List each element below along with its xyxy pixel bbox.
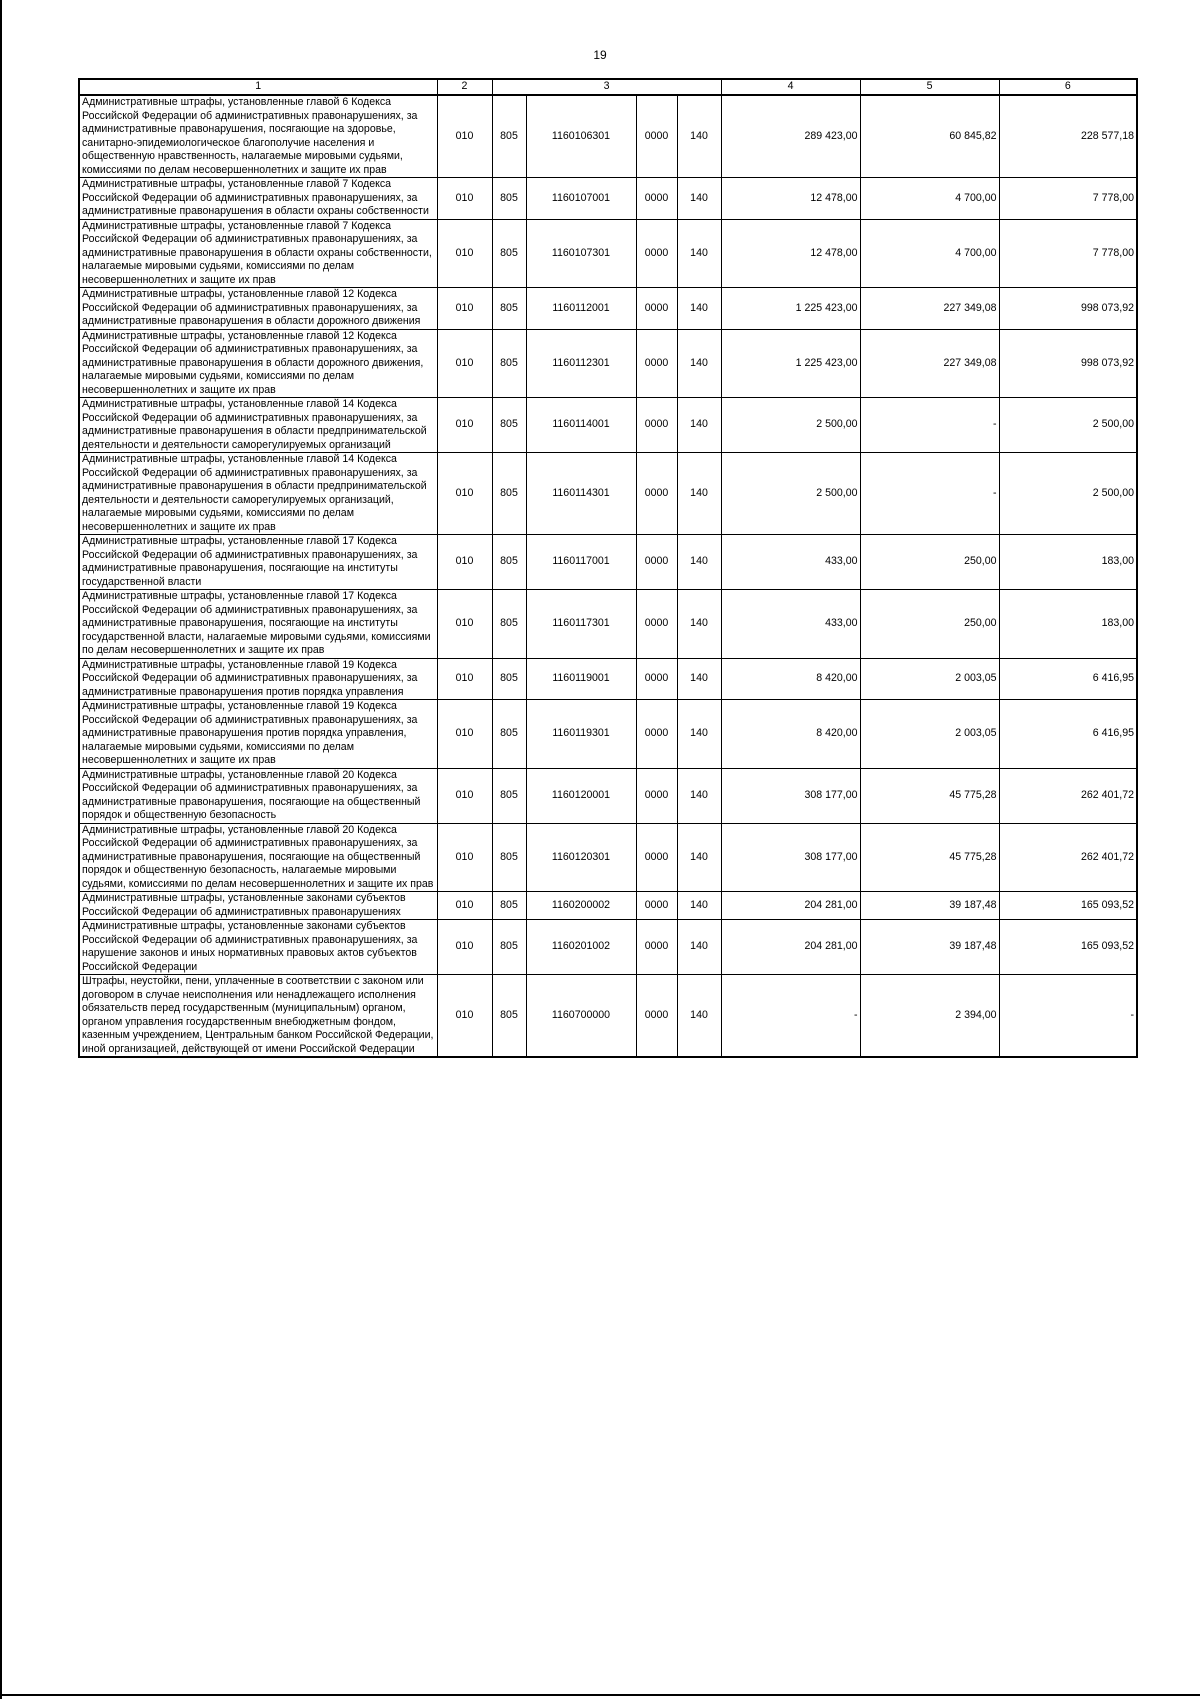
- table-row: [79, 95, 1137, 178]
- row-approved-amount-cell: 308 177,00: [721, 768, 860, 823]
- row-code-cell: 010: [437, 453, 492, 535]
- row-executed-amount-cell: 250,00: [860, 535, 999, 590]
- row-approved-amount-cell: 8 420,00: [721, 658, 860, 700]
- row-name-cell: Административные штрафы, установленные главой 12 Кодекса Российской Федерации об административных правонарушениях, за административные правонарушения в области дорожного движения: [79, 288, 437, 330]
- table-row: [79, 590, 1137, 659]
- bottom-border-line: [0, 1694, 1200, 1696]
- row-name-cell: Административные штрафы, установленные главой 7 Кодекса Российской Федерации об административных правонарушениях, за административные правонарушения в области охраны собственности: [79, 178, 437, 220]
- row-unexecuted-amount-cell: 183,00: [999, 535, 1137, 590]
- row-approved-amount-cell: 2 500,00: [721, 453, 860, 535]
- row-kbk-code-cell: 1160117001: [526, 535, 636, 590]
- row-program-code-cell: 0000: [636, 288, 677, 330]
- row-code-cell: 010: [437, 178, 492, 220]
- row-name-cell: Административные штрафы, установленные главой 12 Кодекса Российской Федерации об административных правонарушениях, за административные правонарушения в области дорожного движения, налагаемые мировыми судьями, комиссиями по делам несовершеннолетних и защите их прав: [79, 329, 437, 398]
- row-approved-amount-cell: 204 281,00: [721, 920, 860, 975]
- row-approved-amount-cell: 433,00: [721, 590, 860, 659]
- row-executed-amount-cell: -: [860, 453, 999, 535]
- table-row: [79, 219, 1137, 288]
- row-code-cell: 010: [437, 329, 492, 398]
- row-kbk-code-cell: 1160200002: [526, 892, 636, 920]
- row-admin-code-cell: 805: [492, 288, 526, 330]
- row-code-cell: 010: [437, 658, 492, 700]
- row-admin-code-cell: 805: [492, 329, 526, 398]
- row-approved-amount-cell: 12 478,00: [721, 178, 860, 220]
- row-admin-code-cell: 805: [492, 453, 526, 535]
- row-approved-amount-cell: 2 500,00: [721, 398, 860, 453]
- table-row: [79, 700, 1137, 769]
- row-kosgu-code-cell: 140: [677, 700, 721, 769]
- table-row: [79, 453, 1137, 535]
- row-admin-code-cell: 805: [492, 590, 526, 659]
- row-kosgu-code-cell: 140: [677, 535, 721, 590]
- row-approved-amount-cell: 12 478,00: [721, 219, 860, 288]
- row-executed-amount-cell: 227 349,08: [860, 288, 999, 330]
- budget-table: [78, 78, 1138, 1058]
- row-code-cell: 010: [437, 700, 492, 769]
- row-kbk-code-cell: 1160119301: [526, 700, 636, 769]
- column-header-4: 4: [721, 79, 860, 95]
- row-unexecuted-amount-cell: 7 778,00: [999, 178, 1137, 220]
- row-name-cell: Административные штрафы, установленные главой 20 Кодекса Российской Федерации об административных правонарушениях, за административные правонарушения, посягающие на общественный порядок и общественную безопасность: [79, 768, 437, 823]
- row-unexecuted-amount-cell: 998 073,92: [999, 329, 1137, 398]
- row-unexecuted-amount-cell: 262 401,72: [999, 768, 1137, 823]
- row-executed-amount-cell: 4 700,00: [860, 178, 999, 220]
- row-executed-amount-cell: 60 845,82: [860, 95, 999, 178]
- row-unexecuted-amount-cell: 2 500,00: [999, 398, 1137, 453]
- row-executed-amount-cell: -: [860, 398, 999, 453]
- left-border-line: [0, 0, 2, 1699]
- row-code-cell: 010: [437, 95, 492, 178]
- row-executed-amount-cell: 250,00: [860, 590, 999, 659]
- row-unexecuted-amount-cell: 6 416,95: [999, 700, 1137, 769]
- row-kosgu-code-cell: 140: [677, 658, 721, 700]
- row-executed-amount-cell: 39 187,48: [860, 892, 999, 920]
- row-kosgu-code-cell: 140: [677, 329, 721, 398]
- row-program-code-cell: 0000: [636, 219, 677, 288]
- row-program-code-cell: 0000: [636, 920, 677, 975]
- table-row: [79, 398, 1137, 453]
- row-executed-amount-cell: 4 700,00: [860, 219, 999, 288]
- row-approved-amount-cell: 433,00: [721, 535, 860, 590]
- row-admin-code-cell: 805: [492, 398, 526, 453]
- row-kosgu-code-cell: 140: [677, 178, 721, 220]
- row-approved-amount-cell: 204 281,00: [721, 892, 860, 920]
- row-name-cell: Административные штрафы, установленные главой 6 Кодекса Российской Федерации об административных правонарушениях, за административные правонарушения, посягающие на здоровье, санитарно-эпидемиологическое благополучие населения и общественную нравственность, налагаемые мировыми судьями, комиссиями по делам несовершеннолетних и защите их прав: [79, 95, 437, 178]
- row-unexecuted-amount-cell: 228 577,18: [999, 95, 1137, 178]
- row-kbk-code-cell: 1160106301: [526, 95, 636, 178]
- row-code-cell: 010: [437, 398, 492, 453]
- row-kosgu-code-cell: 140: [677, 219, 721, 288]
- row-kosgu-code-cell: 140: [677, 768, 721, 823]
- row-program-code-cell: 0000: [636, 892, 677, 920]
- row-approved-amount-cell: 1 225 423,00: [721, 329, 860, 398]
- row-program-code-cell: 0000: [636, 658, 677, 700]
- row-kosgu-code-cell: 140: [677, 95, 721, 178]
- row-name-cell: Административные штрафы, установленные главой 14 Кодекса Российской Федерации об административных правонарушениях, за административные правонарушения в области предпринимательской деятельности и деятельности саморегулируемых организаций, налагаемые мировыми судьями, комиссиями по делам несовершеннолетних и защите их прав: [79, 453, 437, 535]
- row-kbk-code-cell: 1160112301: [526, 329, 636, 398]
- row-code-cell: 010: [437, 535, 492, 590]
- row-name-cell: Административные штрафы, установленные главой 17 Кодекса Российской Федерации об административных правонарушениях, за административные правонарушения, посягающие на институты государственной власти, налагаемые мировыми судьями, комиссиями по делам несовершеннолетних и защите их прав: [79, 590, 437, 659]
- row-admin-code-cell: 805: [492, 975, 526, 1058]
- row-admin-code-cell: 805: [492, 700, 526, 769]
- row-admin-code-cell: 805: [492, 892, 526, 920]
- row-kbk-code-cell: 1160112001: [526, 288, 636, 330]
- row-admin-code-cell: 805: [492, 920, 526, 975]
- row-unexecuted-amount-cell: 262 401,72: [999, 823, 1137, 892]
- row-name-cell: Административные штрафы, установленные законами субъектов Российской Федерации об административных правонарушениях, за нарушение законов и иных нормативных правовых актов субъектов Российской Федерации: [79, 920, 437, 975]
- row-admin-code-cell: 805: [492, 95, 526, 178]
- row-program-code-cell: 0000: [636, 398, 677, 453]
- table-row: [79, 329, 1137, 398]
- row-executed-amount-cell: 45 775,28: [860, 823, 999, 892]
- row-program-code-cell: 0000: [636, 700, 677, 769]
- row-approved-amount-cell: 1 225 423,00: [721, 288, 860, 330]
- row-kbk-code-cell: 1160700000: [526, 975, 636, 1058]
- table-row: [79, 178, 1137, 220]
- column-header-3: 3: [492, 79, 721, 95]
- row-kbk-code-cell: 1160201002: [526, 920, 636, 975]
- row-program-code-cell: 0000: [636, 535, 677, 590]
- column-header-1: 1: [79, 79, 437, 95]
- page-number: 19: [593, 48, 607, 62]
- row-unexecuted-amount-cell: 183,00: [999, 590, 1137, 659]
- row-unexecuted-amount-cell: 165 093,52: [999, 920, 1137, 975]
- row-name-cell: Административные штрафы, установленные главой 14 Кодекса Российской Федерации об административных правонарушениях, за административные правонарушения в области предпринимательской деятельности и деятельности саморегулируемых организаций: [79, 398, 437, 453]
- row-admin-code-cell: 805: [492, 535, 526, 590]
- row-name-cell: Административные штрафы, установленные главой 17 Кодекса Российской Федерации об административных правонарушениях, за административные правонарушения, посягающие на институты государственной власти: [79, 535, 437, 590]
- row-admin-code-cell: 805: [492, 178, 526, 220]
- row-code-cell: 010: [437, 768, 492, 823]
- row-code-cell: 010: [437, 590, 492, 659]
- row-admin-code-cell: 805: [492, 219, 526, 288]
- row-unexecuted-amount-cell: 998 073,92: [999, 288, 1137, 330]
- row-code-cell: 010: [437, 975, 492, 1058]
- row-kbk-code-cell: 1160120001: [526, 768, 636, 823]
- row-admin-code-cell: 805: [492, 823, 526, 892]
- row-program-code-cell: 0000: [636, 975, 677, 1058]
- row-code-cell: 010: [437, 288, 492, 330]
- row-kosgu-code-cell: 140: [677, 453, 721, 535]
- row-program-code-cell: 0000: [636, 178, 677, 220]
- row-kosgu-code-cell: 140: [677, 892, 721, 920]
- row-kbk-code-cell: 1160114301: [526, 453, 636, 535]
- row-program-code-cell: 0000: [636, 590, 677, 659]
- row-executed-amount-cell: 2 003,05: [860, 700, 999, 769]
- row-name-cell: Административные штрафы, установленные законами субъектов Российской Федерации об административных правонарушениях: [79, 892, 437, 920]
- row-kbk-code-cell: 1160114001: [526, 398, 636, 453]
- table-row: [79, 658, 1137, 700]
- row-kosgu-code-cell: 140: [677, 920, 721, 975]
- row-kbk-code-cell: 1160120301: [526, 823, 636, 892]
- row-kosgu-code-cell: 140: [677, 975, 721, 1058]
- row-executed-amount-cell: 227 349,08: [860, 329, 999, 398]
- row-unexecuted-amount-cell: 2 500,00: [999, 453, 1137, 535]
- row-unexecuted-amount-cell: 165 093,52: [999, 892, 1137, 920]
- column-header-2: 2: [437, 79, 492, 95]
- row-executed-amount-cell: 2 394,00: [860, 975, 999, 1058]
- row-unexecuted-amount-cell: 6 416,95: [999, 658, 1137, 700]
- table-row: [79, 975, 1137, 1058]
- row-kosgu-code-cell: 140: [677, 823, 721, 892]
- row-approved-amount-cell: 289 423,00: [721, 95, 860, 178]
- row-program-code-cell: 0000: [636, 95, 677, 178]
- row-code-cell: 010: [437, 219, 492, 288]
- row-name-cell: Административные штрафы, установленные главой 19 Кодекса Российской Федерации об административных правонарушениях, за административные правонарушения против порядка управления, налагаемые мировыми судьями, комиссиями по делам несовершеннолетних и защите их прав: [79, 700, 437, 769]
- row-admin-code-cell: 805: [492, 658, 526, 700]
- row-name-cell: Административные штрафы, установленные главой 7 Кодекса Российской Федерации об административных правонарушениях, за административные правонарушения в области охраны собственности, налагаемые мировыми судьями, комиссиями по делам несовершеннолетних и защите их прав: [79, 219, 437, 288]
- table-row: [79, 892, 1137, 920]
- row-name-cell: Административные штрафы, установленные главой 20 Кодекса Российской Федерации об административных правонарушениях, за административные правонарушения, посягающие на общественный порядок и общественную безопасность, налагаемые мировыми судьями, комиссиями по делам несовершеннолетних и защите их прав: [79, 823, 437, 892]
- row-kosgu-code-cell: 140: [677, 590, 721, 659]
- row-unexecuted-amount-cell: -: [999, 975, 1137, 1058]
- row-program-code-cell: 0000: [636, 823, 677, 892]
- row-kosgu-code-cell: 140: [677, 288, 721, 330]
- row-kbk-code-cell: 1160119001: [526, 658, 636, 700]
- row-program-code-cell: 0000: [636, 329, 677, 398]
- row-kosgu-code-cell: 140: [677, 398, 721, 453]
- table-row: [79, 535, 1137, 590]
- row-program-code-cell: 0000: [636, 768, 677, 823]
- table-header-row: [79, 79, 1137, 95]
- row-kbk-code-cell: 1160107301: [526, 219, 636, 288]
- row-executed-amount-cell: 39 187,48: [860, 920, 999, 975]
- column-header-6: 6: [999, 79, 1137, 95]
- row-code-cell: 010: [437, 823, 492, 892]
- row-approved-amount-cell: 308 177,00: [721, 823, 860, 892]
- row-admin-code-cell: 805: [492, 768, 526, 823]
- row-kbk-code-cell: 1160117301: [526, 590, 636, 659]
- row-executed-amount-cell: 45 775,28: [860, 768, 999, 823]
- row-approved-amount-cell: -: [721, 975, 860, 1058]
- table-row: [79, 288, 1137, 330]
- row-name-cell: Административные штрафы, установленные главой 19 Кодекса Российской Федерации об административных правонарушениях, за административные правонарушения против порядка управления: [79, 658, 437, 700]
- row-code-cell: 010: [437, 892, 492, 920]
- column-header-5: 5: [860, 79, 999, 95]
- row-unexecuted-amount-cell: 7 778,00: [999, 219, 1137, 288]
- row-code-cell: 010: [437, 920, 492, 975]
- table-row: [79, 823, 1137, 892]
- row-approved-amount-cell: 8 420,00: [721, 700, 860, 769]
- table-row: [79, 768, 1137, 823]
- row-kbk-code-cell: 1160107001: [526, 178, 636, 220]
- row-program-code-cell: 0000: [636, 453, 677, 535]
- row-executed-amount-cell: 2 003,05: [860, 658, 999, 700]
- table-row: [79, 920, 1137, 975]
- row-name-cell: Штрафы, неустойки, пени, уплаченные в соответствии с законом или договором в случае неисполнения или ненадлежащего исполнения обязательств перед государственным (муниципальным) органом, органом управления государственным внебюджетным фондом, казенным учреждением, Центральным банком Российской Федерации, иной организацией, действующей от имени Российской Федерации: [79, 975, 437, 1058]
